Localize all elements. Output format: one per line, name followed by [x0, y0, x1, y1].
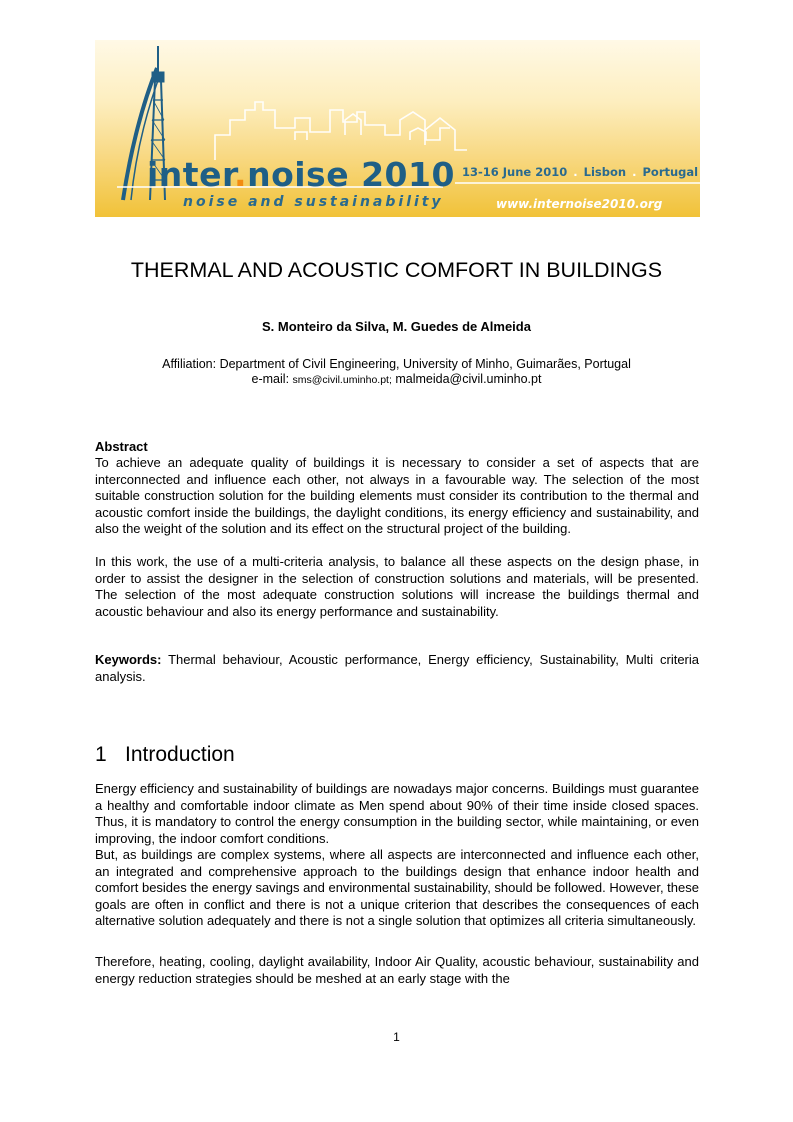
- abstract-paragraph-2: In this work, the use of a multi-criteria analysis, to balance all these aspects on the design phase, in order to assist the designer in the selection of construction solutions and materials, will be presented. The selection of the most adequate construction solutions will increase the buildings thermal and acoustic behaviour and also its energy performance and sustainability.: [95, 554, 699, 619]
- abstract-paragraph-1: To achieve an adequate quality of buildings it is necessary to consider a set of aspects that are interconnected and influence each other, not always in a favourable way. The selection of the most suitable construction solution for the building elements must consider its contribution to the thermal and acoustic comfort inside the buildings, the daylight conditions, its energy efficiency and sustainability, and also the weight of the solution and its effect on the structural project of the building.: [95, 455, 699, 536]
- keywords-label: Keywords:: [95, 652, 162, 667]
- email-label: e-mail:: [251, 372, 290, 386]
- intro-paragraph-3: Therefore, heating, cooling, daylight availability, Indoor Air Quality, acoustic behaviour, sustainability and energy reduction strategies should be meshed at an early stage with the: [95, 954, 699, 986]
- logo-dot: .: [234, 155, 248, 194]
- conference-banner: [95, 40, 700, 217]
- affiliation-block: [0, 357, 793, 388]
- abstract-heading: Abstract: [95, 439, 148, 454]
- dates: 13-16 June 2010: [462, 165, 568, 179]
- paper-authors: S. Monteiro da Silva, M. Guedes de Almeida: [262, 319, 531, 334]
- paper-title: THERMAL AND ACOUSTIC COMFORT IN BUILDINGS: [130, 258, 663, 282]
- section-heading: [95, 743, 235, 767]
- email-2: malmeida@civil.uminho.pt: [395, 372, 542, 386]
- keywords-text: Thermal behaviour, Acoustic performance, Energy efficiency, Sustainability, Multi criteria analysis.: [95, 652, 699, 684]
- logo-text: inter: [147, 155, 235, 194]
- conference-subtitle: noise and sustainability: [183, 194, 444, 210]
- section-number: 1: [95, 743, 107, 766]
- conference-dates: [462, 167, 698, 179]
- separator-dot: .: [632, 165, 637, 179]
- page-number: 1: [393, 1030, 400, 1044]
- email-line: [0, 372, 793, 388]
- keywords: [95, 652, 699, 685]
- email-1: sms@civil.uminho.pt;: [292, 374, 392, 386]
- section-title: Introduction: [125, 743, 235, 766]
- affiliation: Affiliation: Department of Civil Engineering, University of Minho, Guimarães, Portugal: [162, 357, 631, 371]
- intro-paragraph-1: Energy efficiency and sustainability of buildings are nowadays major concerns. Buildings must guarantee a healthy and comfortable indoor climate as Men spend about 90% of their time inside closed spaces. Thus, it is mandatory to control the energy consumption in the building sector, while maintaining, or even improving, the indoor comfort conditions.: [95, 781, 699, 846]
- conference-logo: [147, 155, 455, 194]
- country: Portugal: [642, 165, 699, 179]
- city: Lisbon: [583, 165, 627, 179]
- intro-paragraph-2: But, as buildings are complex systems, where all aspects are interconnected and influence each other, an integrated and comprehensive approach to the buildings design that enhance indoor health and comfort besides the energy savings and environmental sustainability, should be followed. However, these goals are often in conflict and there is not a unique criterion that describes the consequences of each alternative solution adequately and there is not a single solution that optimizes all criteria simultaneously.: [95, 847, 699, 928]
- conference-website: www.internoise2010.org: [496, 197, 663, 211]
- separator-dot: .: [573, 165, 578, 179]
- logo-text-2: noise 2010: [247, 155, 455, 194]
